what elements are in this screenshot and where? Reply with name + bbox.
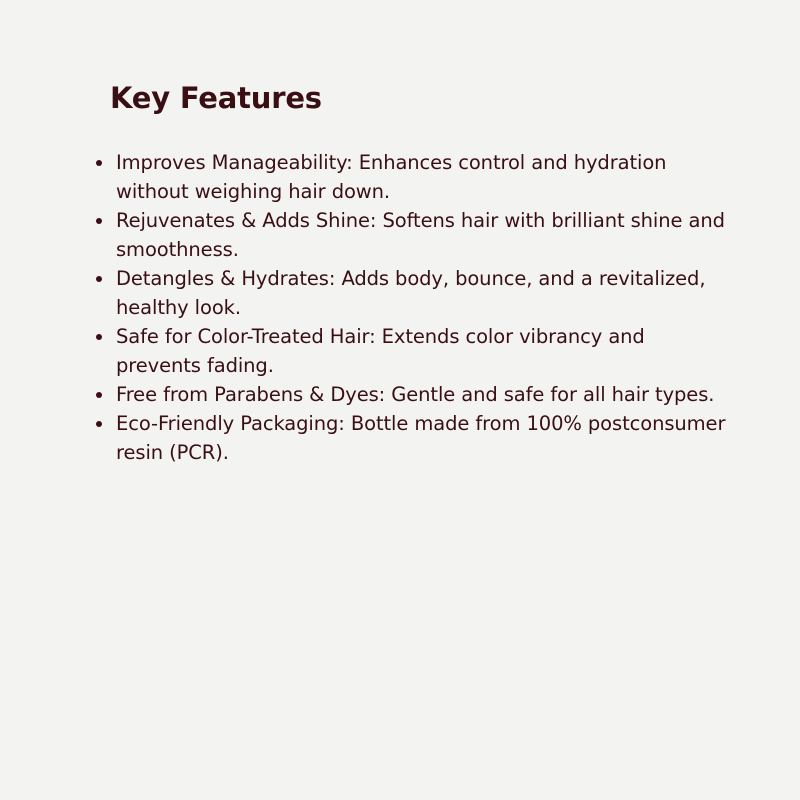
feature-text: Free from Parabens & Dyes: Gentle and safe for all hair types. — [116, 383, 715, 406]
feature-list — [92, 148, 732, 467]
feature-text: Rejuvenates & Adds Shine: Softens hair with brilliant shine and smoothness. — [116, 209, 725, 261]
feature-text: Safe for Color-Treated Hair: Extends color vibrancy and prevents fading. — [116, 325, 645, 377]
page-title: Key Features — [110, 81, 322, 115]
feature-item-manageability — [92, 148, 732, 206]
feature-item-eco-packaging — [92, 409, 732, 467]
bullet-icon — [96, 421, 102, 427]
feature-item-shine — [92, 206, 732, 264]
bullet-icon — [96, 334, 102, 340]
bullet-icon — [96, 276, 102, 282]
feature-text: Detangles & Hydrates: Adds body, bounce, and a revitalized, healthy look. — [116, 267, 706, 319]
feature-item-paraben-free — [92, 380, 732, 409]
feature-item-detangles — [92, 264, 732, 322]
bullet-icon — [96, 392, 102, 398]
bullet-icon — [96, 218, 102, 224]
feature-text: Improves Manageability: Enhances control and hydration without weighing hair down. — [116, 151, 667, 203]
feature-text: Eco-Friendly Packaging: Bottle made from 100% postconsumer resin (PCR). — [116, 412, 726, 464]
feature-item-color-safe — [92, 322, 732, 380]
bullet-icon — [96, 160, 102, 166]
